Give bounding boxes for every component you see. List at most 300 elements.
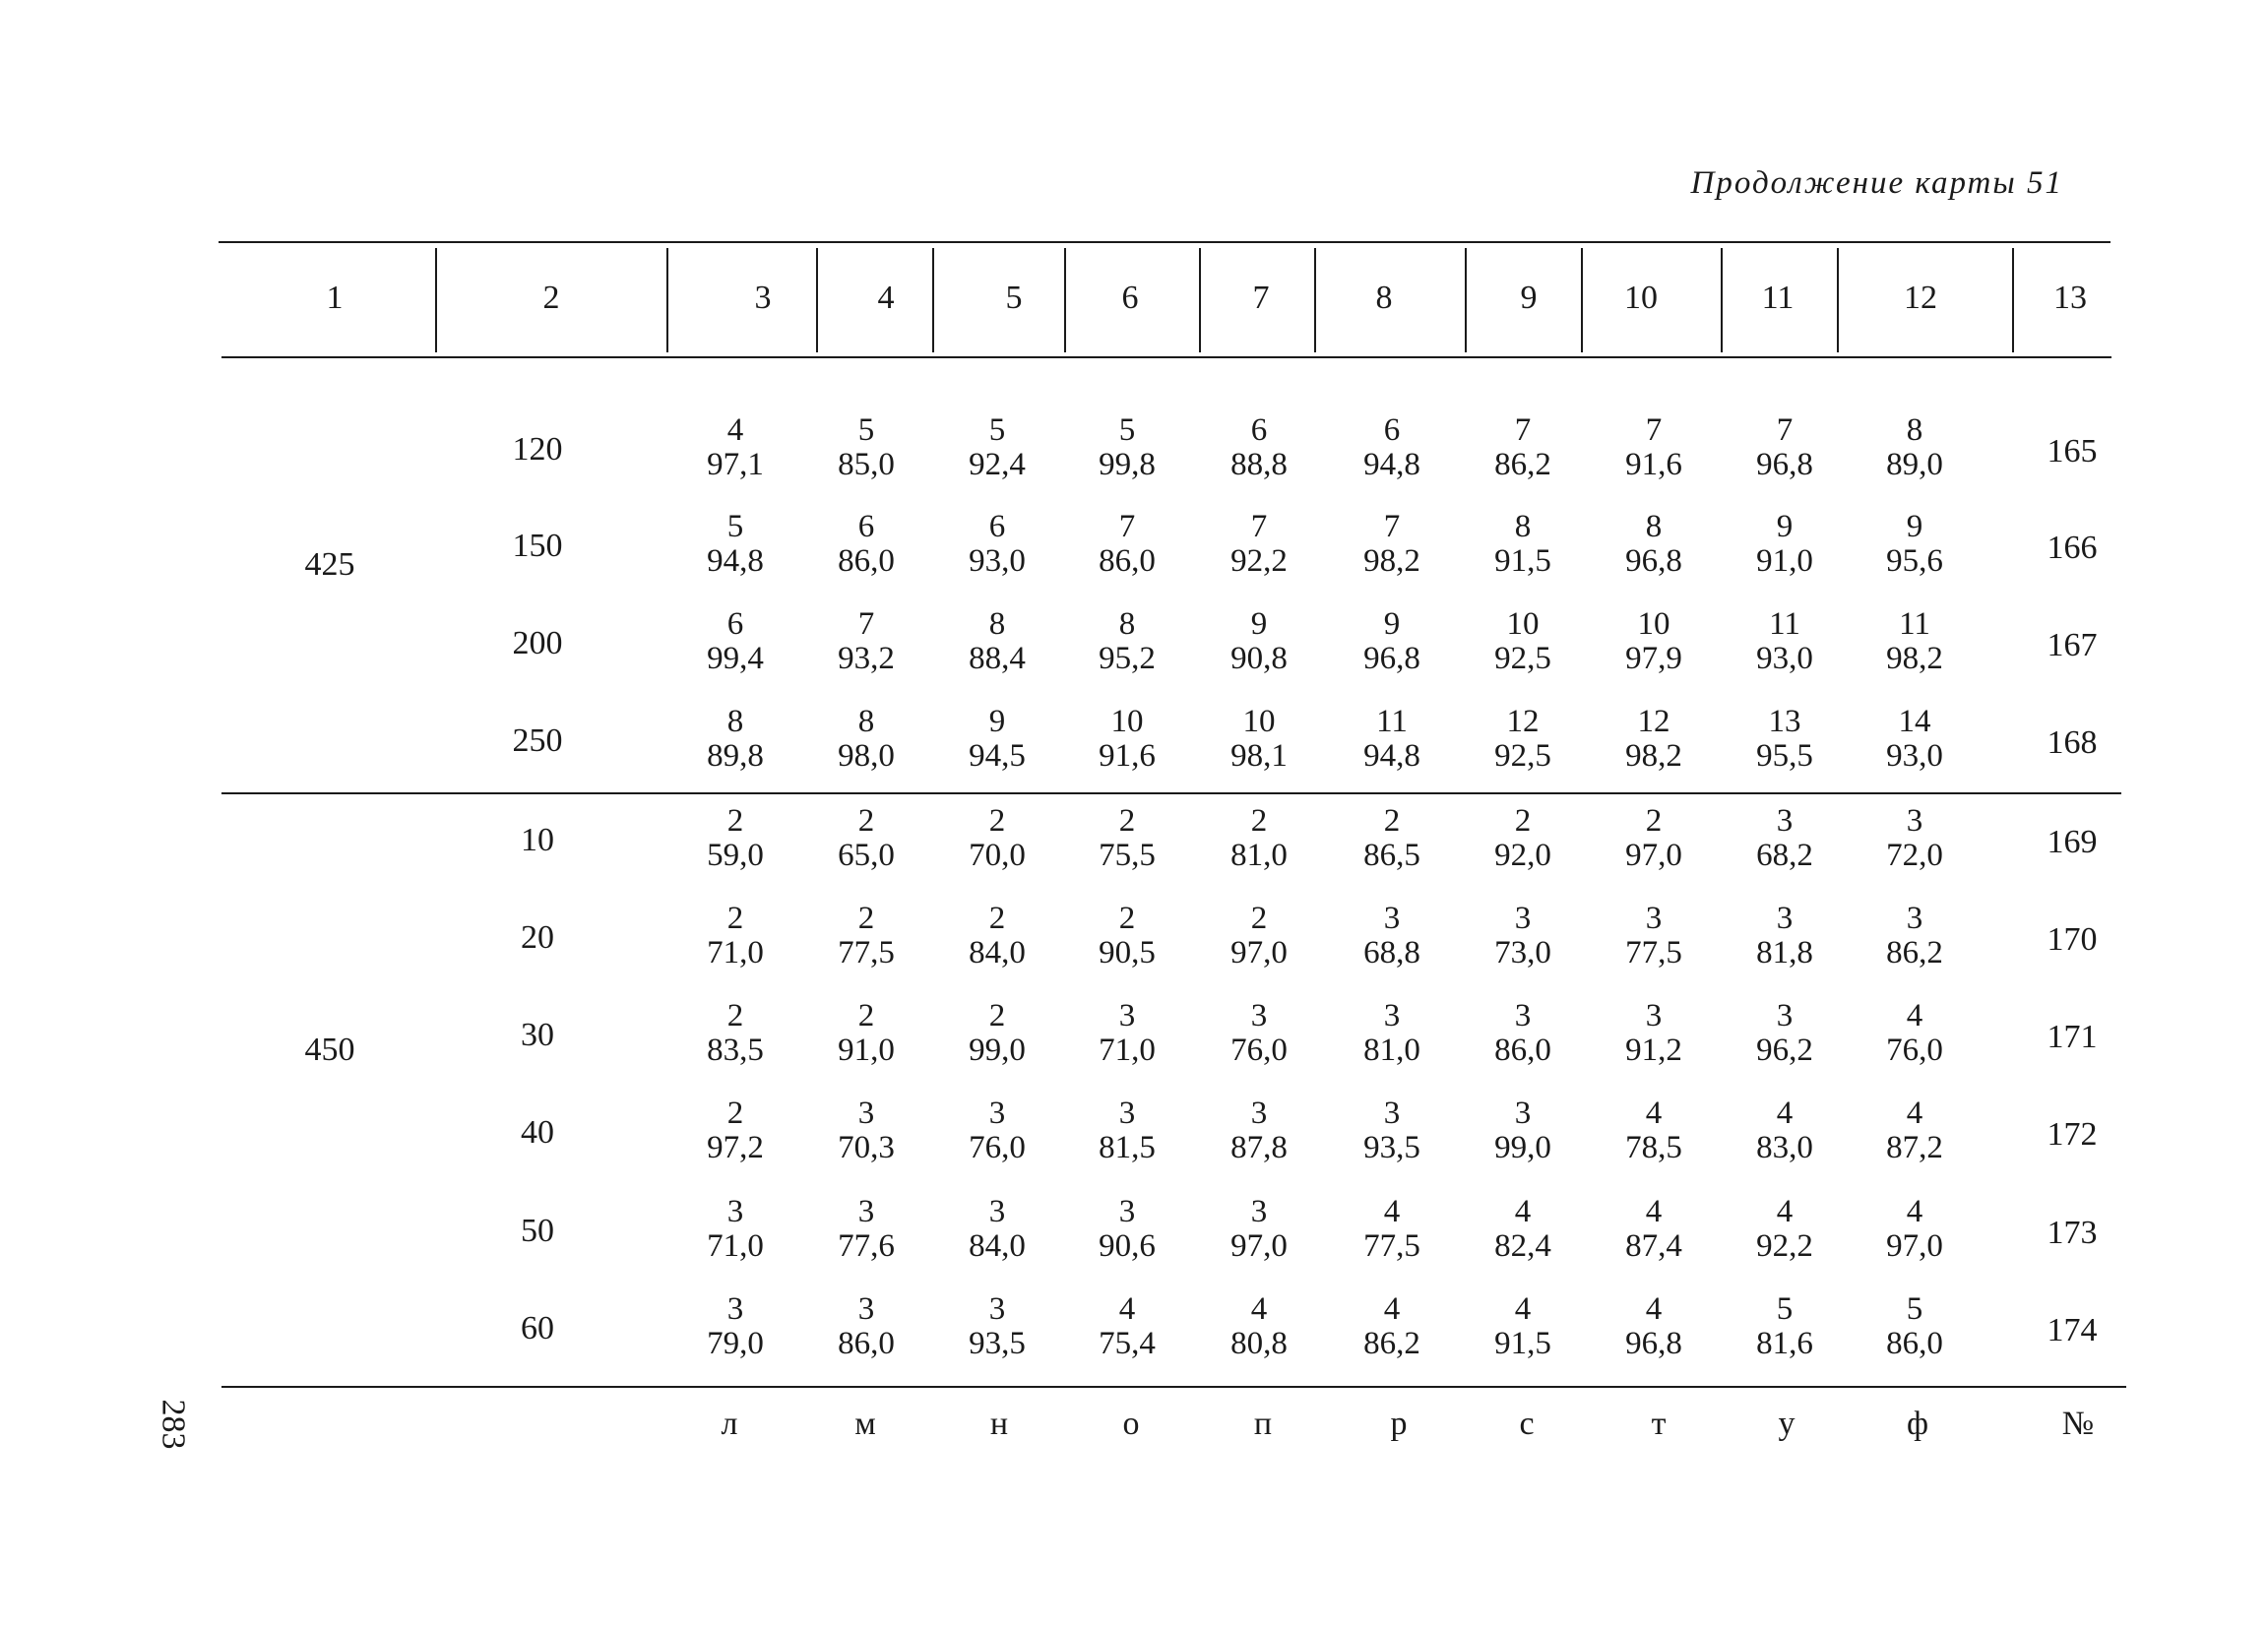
table-cell bbox=[1494, 1292, 1551, 1361]
header-divider bbox=[435, 248, 437, 352]
table-cell bbox=[1363, 705, 1420, 774]
footer-letter: р bbox=[1390, 1406, 1408, 1442]
cell-value: 84,0 bbox=[969, 935, 1026, 971]
header-cell: 9 bbox=[1520, 280, 1538, 316]
table-cell bbox=[838, 607, 895, 676]
cell-value: 80,8 bbox=[1230, 1326, 1288, 1361]
cell-count: 3 bbox=[1906, 803, 1923, 839]
table-cell bbox=[969, 510, 1026, 579]
cell-count: 3 bbox=[1383, 901, 1401, 936]
row-number: 166 bbox=[2047, 530, 2098, 566]
cell-count: 2 bbox=[988, 901, 1006, 936]
table-cell bbox=[707, 1195, 764, 1264]
row-label: 60 bbox=[521, 1310, 554, 1346]
cell-count: 7 bbox=[1118, 509, 1136, 544]
cell-count: 12 bbox=[1637, 704, 1670, 739]
header-cell: 10 bbox=[1624, 280, 1658, 316]
cell-value: 92,5 bbox=[1494, 641, 1551, 676]
cell-count: 8 bbox=[857, 704, 875, 739]
cell-count: 7 bbox=[1250, 509, 1268, 544]
header-cell: 7 bbox=[1252, 280, 1270, 316]
cell-value: 91,5 bbox=[1494, 543, 1551, 579]
row-label: 200 bbox=[512, 625, 563, 661]
cell-value: 71,0 bbox=[707, 935, 764, 971]
cell-value: 96,2 bbox=[1756, 1033, 1813, 1068]
cell-value: 93,5 bbox=[969, 1326, 1026, 1361]
cell-count: 10 bbox=[1110, 704, 1144, 739]
cell-value: 81,5 bbox=[1099, 1130, 1156, 1165]
cell-count: 5 bbox=[1906, 1291, 1923, 1327]
table-cell bbox=[969, 999, 1026, 1068]
cell-count: 3 bbox=[988, 1194, 1006, 1229]
cell-value: 97,0 bbox=[1230, 935, 1288, 971]
table-cell bbox=[1886, 1195, 1943, 1264]
header-cell: 3 bbox=[754, 280, 772, 316]
cell-value: 94,8 bbox=[1363, 738, 1420, 774]
cell-count: 3 bbox=[857, 1096, 875, 1131]
header-cell: 12 bbox=[1904, 280, 1937, 316]
cell-count: 3 bbox=[1645, 998, 1663, 1033]
cell-count: 9 bbox=[1383, 606, 1401, 642]
cell-count: 3 bbox=[726, 1291, 744, 1327]
row-label: 250 bbox=[512, 722, 563, 759]
cell-value: 81,8 bbox=[1756, 935, 1813, 971]
cell-count: 8 bbox=[1118, 606, 1136, 642]
table-bottom-rule bbox=[221, 1386, 2126, 1388]
table-cell bbox=[1099, 1096, 1156, 1165]
cell-value: 91,0 bbox=[1756, 543, 1813, 579]
cell-value: 98,2 bbox=[1886, 641, 1943, 676]
cell-value: 93,2 bbox=[838, 641, 895, 676]
cell-value: 87,4 bbox=[1625, 1228, 1682, 1264]
cell-count: 4 bbox=[1645, 1291, 1663, 1327]
cell-count: 3 bbox=[1383, 998, 1401, 1033]
cell-count: 7 bbox=[1514, 412, 1532, 448]
table-cell bbox=[707, 999, 764, 1068]
table-cell bbox=[1230, 607, 1288, 676]
cell-value: 86,0 bbox=[1494, 1033, 1551, 1068]
cell-value: 96,8 bbox=[1625, 543, 1682, 579]
table-cell bbox=[1363, 1292, 1420, 1361]
row-number: 172 bbox=[2047, 1116, 2098, 1153]
cell-count: 3 bbox=[1514, 1096, 1532, 1131]
table-cell bbox=[1756, 804, 1813, 873]
cell-value: 95,5 bbox=[1756, 738, 1813, 774]
table-top-rule bbox=[219, 241, 2110, 243]
cell-count: 3 bbox=[1906, 901, 1923, 936]
table-cell bbox=[1886, 413, 1943, 482]
cell-count: 4 bbox=[1250, 1291, 1268, 1327]
table-cell bbox=[1625, 999, 1682, 1068]
cell-value: 87,2 bbox=[1886, 1130, 1943, 1165]
header-divider bbox=[1314, 248, 1316, 352]
cell-value: 94,8 bbox=[707, 543, 764, 579]
cell-value: 84,0 bbox=[969, 1228, 1026, 1264]
row-number: 169 bbox=[2047, 824, 2098, 860]
table-cell bbox=[1756, 1096, 1813, 1165]
table-cell bbox=[1886, 705, 1943, 774]
row-label: 10 bbox=[521, 822, 554, 858]
row-number: 170 bbox=[2047, 921, 2098, 958]
table-cell bbox=[838, 999, 895, 1068]
footer-letter: н bbox=[989, 1406, 1009, 1442]
table-cell bbox=[838, 804, 895, 873]
cell-value: 79,0 bbox=[707, 1326, 764, 1361]
cell-count: 6 bbox=[1250, 412, 1268, 448]
cell-value: 97,0 bbox=[1625, 838, 1682, 873]
cell-count: 10 bbox=[1242, 704, 1276, 739]
cell-value: 91,0 bbox=[838, 1033, 895, 1068]
table-cell bbox=[1625, 1292, 1682, 1361]
table-cell bbox=[1886, 1096, 1943, 1165]
table-cell bbox=[1230, 1195, 1288, 1264]
table-cell bbox=[1363, 413, 1420, 482]
cell-count: 8 bbox=[988, 606, 1006, 642]
table-cell bbox=[969, 607, 1026, 676]
table-cell bbox=[1756, 999, 1813, 1068]
table-cell bbox=[1363, 1096, 1420, 1165]
row-label: 40 bbox=[521, 1114, 554, 1151]
cell-value: 93,0 bbox=[969, 543, 1026, 579]
cell-value: 91,6 bbox=[1625, 447, 1682, 482]
cell-count: 3 bbox=[1118, 998, 1136, 1033]
cell-value: 97,0 bbox=[1230, 1228, 1288, 1264]
table-cell bbox=[1363, 1195, 1420, 1264]
table-cell bbox=[969, 804, 1026, 873]
table-cell bbox=[1099, 413, 1156, 482]
cell-value: 99,0 bbox=[1494, 1130, 1551, 1165]
table-cell bbox=[1625, 705, 1682, 774]
cell-count: 3 bbox=[1776, 901, 1794, 936]
cell-count: 2 bbox=[1118, 803, 1136, 839]
cell-value: 77,6 bbox=[838, 1228, 895, 1264]
cell-value: 86,0 bbox=[838, 543, 895, 579]
cell-count: 2 bbox=[857, 901, 875, 936]
cell-count: 2 bbox=[1645, 803, 1663, 839]
table-cell bbox=[707, 902, 764, 971]
cell-value: 97,9 bbox=[1625, 641, 1682, 676]
cell-count: 2 bbox=[726, 998, 744, 1033]
table-cell bbox=[969, 1292, 1026, 1361]
header-divider bbox=[1465, 248, 1467, 352]
header-cell: 13 bbox=[2053, 280, 2087, 316]
cell-value: 78,5 bbox=[1625, 1130, 1682, 1165]
group-label: 450 bbox=[304, 1032, 355, 1068]
cell-value: 75,4 bbox=[1099, 1326, 1156, 1361]
row-label: 20 bbox=[521, 919, 554, 956]
cell-count: 4 bbox=[1383, 1194, 1401, 1229]
cell-value: 92,2 bbox=[1230, 543, 1288, 579]
cell-value: 86,0 bbox=[1886, 1326, 1943, 1361]
cell-value: 92,4 bbox=[969, 447, 1026, 482]
table-cell bbox=[1494, 607, 1551, 676]
row-label: 150 bbox=[512, 528, 563, 564]
table-cell bbox=[1363, 607, 1420, 676]
cell-value: 86,2 bbox=[1494, 447, 1551, 482]
cell-value: 88,4 bbox=[969, 641, 1026, 676]
table-cell bbox=[1099, 1292, 1156, 1361]
cell-value: 86,0 bbox=[838, 1326, 895, 1361]
table-cell bbox=[1230, 1292, 1288, 1361]
header-divider bbox=[2012, 248, 2014, 352]
footer-letter: о bbox=[1122, 1406, 1140, 1442]
table-cell bbox=[1363, 999, 1420, 1068]
cell-value: 83,5 bbox=[707, 1033, 764, 1068]
cell-count: 4 bbox=[1383, 1291, 1401, 1327]
table-cell bbox=[1886, 607, 1943, 676]
table-cell bbox=[1494, 705, 1551, 774]
table-cell bbox=[969, 1096, 1026, 1165]
cell-count: 11 bbox=[1376, 704, 1408, 739]
table-cell bbox=[1494, 1096, 1551, 1165]
table-cell bbox=[838, 1292, 895, 1361]
cell-count: 2 bbox=[726, 803, 744, 839]
cell-value: 96,8 bbox=[1363, 641, 1420, 676]
cell-value: 91,6 bbox=[1099, 738, 1156, 774]
header-divider bbox=[1837, 248, 1839, 352]
cell-value: 98,2 bbox=[1625, 738, 1682, 774]
cell-count: 3 bbox=[1776, 803, 1794, 839]
table-cell bbox=[1756, 510, 1813, 579]
cell-count: 3 bbox=[1250, 1194, 1268, 1229]
table-cell bbox=[1230, 413, 1288, 482]
footer-letter: л bbox=[721, 1406, 738, 1442]
table-cell bbox=[1756, 902, 1813, 971]
table-cell bbox=[1756, 607, 1813, 676]
cell-count: 2 bbox=[726, 901, 744, 936]
cell-count: 3 bbox=[1514, 901, 1532, 936]
cell-count: 4 bbox=[1514, 1291, 1532, 1327]
header-divider bbox=[816, 248, 818, 352]
row-label: 120 bbox=[512, 431, 563, 468]
table-cell bbox=[838, 902, 895, 971]
cell-count: 5 bbox=[1776, 1291, 1794, 1327]
cell-count: 3 bbox=[1250, 998, 1268, 1033]
cell-count: 4 bbox=[1906, 998, 1923, 1033]
row-number: 174 bbox=[2047, 1312, 2098, 1348]
table-cell bbox=[1886, 1292, 1943, 1361]
cell-count: 9 bbox=[1250, 606, 1268, 642]
cell-count: 3 bbox=[988, 1096, 1006, 1131]
cell-count: 3 bbox=[1514, 998, 1532, 1033]
cell-count: 5 bbox=[857, 412, 875, 448]
cell-count: 4 bbox=[1645, 1194, 1663, 1229]
table-cell bbox=[1494, 902, 1551, 971]
cell-count: 3 bbox=[1118, 1194, 1136, 1229]
table-cell bbox=[838, 1096, 895, 1165]
row-label: 50 bbox=[521, 1213, 554, 1249]
cell-value: 92,2 bbox=[1756, 1228, 1813, 1264]
cell-count: 5 bbox=[988, 412, 1006, 448]
row-number: 165 bbox=[2047, 433, 2098, 470]
header-divider bbox=[1064, 248, 1066, 352]
cell-value: 85,0 bbox=[838, 447, 895, 482]
cell-count: 3 bbox=[726, 1194, 744, 1229]
table-cell bbox=[1625, 607, 1682, 676]
table-cell bbox=[1494, 1195, 1551, 1264]
table-cell bbox=[1230, 705, 1288, 774]
header-cell: 6 bbox=[1121, 280, 1139, 316]
cell-count: 2 bbox=[1383, 803, 1401, 839]
cell-value: 88,8 bbox=[1230, 447, 1288, 482]
cell-count: 4 bbox=[1906, 1194, 1923, 1229]
footer-letter: № bbox=[2061, 1406, 2095, 1442]
table-cell bbox=[838, 1195, 895, 1264]
table-cell bbox=[1494, 804, 1551, 873]
page-number: 283 bbox=[155, 1399, 192, 1450]
table-cell bbox=[1230, 804, 1288, 873]
footer-letter: у bbox=[1778, 1406, 1796, 1442]
caption: Продолжение карты 51 bbox=[1690, 165, 2063, 201]
footer-letter: м bbox=[854, 1406, 876, 1442]
cell-count: 4 bbox=[1118, 1291, 1136, 1327]
table-cell bbox=[1230, 999, 1288, 1068]
cell-count: 6 bbox=[726, 606, 744, 642]
table-cell bbox=[1886, 510, 1943, 579]
cell-count: 2 bbox=[726, 1096, 744, 1131]
table-cell bbox=[838, 413, 895, 482]
table-cell bbox=[707, 1292, 764, 1361]
table-cell bbox=[969, 705, 1026, 774]
cell-count: 4 bbox=[1645, 1096, 1663, 1131]
table-cell bbox=[1099, 999, 1156, 1068]
cell-value: 65,0 bbox=[838, 838, 895, 873]
table-cell bbox=[1099, 804, 1156, 873]
cell-count: 3 bbox=[1645, 901, 1663, 936]
footer-letter: с bbox=[1519, 1406, 1535, 1442]
table-cell bbox=[1494, 510, 1551, 579]
cell-value: 77,5 bbox=[838, 935, 895, 971]
table-cell bbox=[1099, 705, 1156, 774]
cell-value: 92,0 bbox=[1494, 838, 1551, 873]
table-cell bbox=[1756, 1195, 1813, 1264]
cell-value: 93,0 bbox=[1756, 641, 1813, 676]
cell-value: 99,8 bbox=[1099, 447, 1156, 482]
table-cell bbox=[1886, 902, 1943, 971]
table-cell bbox=[969, 902, 1026, 971]
cell-count: 3 bbox=[1383, 1096, 1401, 1131]
cell-count: 5 bbox=[726, 509, 744, 544]
footer-letter: п bbox=[1253, 1406, 1273, 1442]
table-cell bbox=[707, 1096, 764, 1165]
header-divider bbox=[1721, 248, 1723, 352]
cell-count: 3 bbox=[857, 1194, 875, 1229]
table-cell bbox=[1230, 1096, 1288, 1165]
table-cell bbox=[707, 804, 764, 873]
cell-count: 2 bbox=[857, 998, 875, 1033]
table-cell bbox=[1756, 1292, 1813, 1361]
group-label: 425 bbox=[304, 546, 355, 583]
table-cell bbox=[1625, 1195, 1682, 1264]
cell-value: 92,5 bbox=[1494, 738, 1551, 774]
cell-value: 81,0 bbox=[1363, 1033, 1420, 1068]
cell-count: 9 bbox=[1906, 509, 1923, 544]
cell-count: 6 bbox=[857, 509, 875, 544]
cell-count: 2 bbox=[1250, 803, 1268, 839]
cell-value: 99,0 bbox=[969, 1033, 1026, 1068]
cell-count: 7 bbox=[857, 606, 875, 642]
cell-count: 4 bbox=[726, 412, 744, 448]
table-cell bbox=[1363, 510, 1420, 579]
cell-count: 4 bbox=[1514, 1194, 1532, 1229]
cell-value: 75,5 bbox=[1099, 838, 1156, 873]
cell-value: 87,8 bbox=[1230, 1130, 1288, 1165]
table-cell bbox=[1625, 413, 1682, 482]
cell-count: 8 bbox=[1645, 509, 1663, 544]
table-cell bbox=[1494, 999, 1551, 1068]
table-cell bbox=[1886, 999, 1943, 1068]
cell-value: 68,8 bbox=[1363, 935, 1420, 971]
table-cell bbox=[1625, 510, 1682, 579]
table-cell bbox=[1756, 413, 1813, 482]
cell-value: 90,5 bbox=[1099, 935, 1156, 971]
table-cell bbox=[707, 705, 764, 774]
footer-letter: т bbox=[1651, 1406, 1667, 1442]
table-cell bbox=[969, 413, 1026, 482]
cell-value: 97,0 bbox=[1886, 1228, 1943, 1264]
table-cell bbox=[1099, 1195, 1156, 1264]
cell-value: 86,2 bbox=[1886, 935, 1943, 971]
table-cell bbox=[969, 1195, 1026, 1264]
cell-count: 6 bbox=[1383, 412, 1401, 448]
cell-value: 91,5 bbox=[1494, 1326, 1551, 1361]
cell-value: 71,0 bbox=[1099, 1033, 1156, 1068]
cell-value: 81,0 bbox=[1230, 838, 1288, 873]
cell-value: 86,2 bbox=[1363, 1326, 1420, 1361]
cell-value: 96,8 bbox=[1625, 1326, 1682, 1361]
table-cell bbox=[1625, 804, 1682, 873]
header-cell: 4 bbox=[877, 280, 895, 316]
header-divider bbox=[932, 248, 934, 352]
table-cell bbox=[838, 510, 895, 579]
table-cell bbox=[1230, 510, 1288, 579]
cell-count: 11 bbox=[1899, 606, 1930, 642]
cell-value: 97,2 bbox=[707, 1130, 764, 1165]
table-cell bbox=[1756, 705, 1813, 774]
cell-value: 98,1 bbox=[1230, 738, 1288, 774]
header-cell: 11 bbox=[1761, 280, 1795, 316]
cell-count: 2 bbox=[1118, 901, 1136, 936]
table-cell bbox=[1363, 804, 1420, 873]
cell-count: 9 bbox=[1776, 509, 1794, 544]
table-cell bbox=[1363, 902, 1420, 971]
header-cell: 5 bbox=[1005, 280, 1023, 316]
cell-count: 2 bbox=[1514, 803, 1532, 839]
group-divider-rule bbox=[221, 792, 2121, 794]
cell-count: 4 bbox=[1776, 1096, 1794, 1131]
cell-count: 8 bbox=[726, 704, 744, 739]
cell-value: 76,0 bbox=[1886, 1033, 1943, 1068]
table-cell bbox=[707, 510, 764, 579]
cell-value: 81,6 bbox=[1756, 1326, 1813, 1361]
table-cell bbox=[1099, 510, 1156, 579]
cell-count: 6 bbox=[988, 509, 1006, 544]
cell-value: 72,0 bbox=[1886, 838, 1943, 873]
cell-count: 3 bbox=[1118, 1096, 1136, 1131]
cell-count: 2 bbox=[857, 803, 875, 839]
table-cell bbox=[1230, 902, 1288, 971]
cell-value: 59,0 bbox=[707, 838, 764, 873]
table-cell bbox=[1099, 902, 1156, 971]
header-cell: 8 bbox=[1375, 280, 1393, 316]
cell-value: 83,0 bbox=[1756, 1130, 1813, 1165]
row-number: 168 bbox=[2047, 724, 2098, 761]
cell-count: 7 bbox=[1776, 412, 1794, 448]
table-cell bbox=[838, 705, 895, 774]
table-cell bbox=[1625, 1096, 1682, 1165]
cell-value: 94,8 bbox=[1363, 447, 1420, 482]
cell-value: 96,8 bbox=[1756, 447, 1813, 482]
